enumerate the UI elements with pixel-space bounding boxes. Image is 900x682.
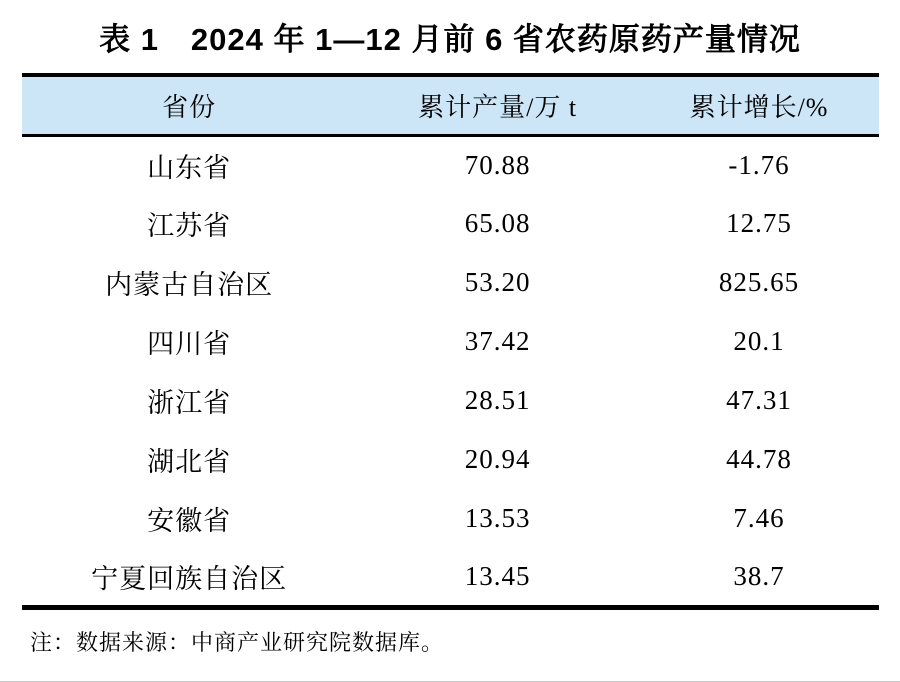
cell-cumulative-growth: 12.75 [726,208,792,238]
table-header [22,75,879,135]
table-row [22,253,879,312]
cell-province: 江苏省 [147,211,232,241]
cell-province: 宁夏回族自治区 [91,563,288,594]
cell-cumulative-growth: -1.76 [728,149,790,180]
cell-province: 四川省 [147,329,232,359]
cell-province: 湖北省 [147,447,232,477]
cell-province: 安徽省 [147,506,232,536]
cell-cumulative-output: 28.51 [464,385,531,415]
table-row [22,371,879,430]
table-row [22,489,879,548]
cell-cumulative-growth: 20.1 [733,326,785,356]
table-row [22,548,879,607]
header-province: 省份 [22,75,356,135]
cell-cumulative-growth: 825.65 [718,267,800,297]
header-cumulative-growth: 累计增长/% [639,75,879,135]
table-body [22,135,879,607]
cell-province: 山东省 [147,152,232,183]
cell-cumulative-output: 53.20 [464,267,531,297]
cell-province: 内蒙古自治区 [105,270,274,300]
table-row [22,430,879,489]
cell-cumulative-output: 13.45 [464,560,531,591]
table-title: 表 1 2024 年 1—12 月前 6 省农药原药产量情况 [99,22,801,57]
cell-cumulative-output: 70.88 [464,149,531,180]
cell-cumulative-output: 65.08 [464,208,531,238]
production-table [22,73,879,610]
header-cumulative-output: 累计产量/万 t [356,75,639,135]
cell-cumulative-output: 20.94 [464,444,531,474]
table-row [22,135,879,194]
source-note: 注：数据来源：中商产业研究院数据库。 [30,629,445,655]
header-row [22,75,879,135]
cell-cumulative-output: 13.53 [464,503,531,533]
table-row [22,312,879,371]
cell-cumulative-growth: 47.31 [726,385,792,415]
table-row [22,194,879,253]
cell-cumulative-growth: 7.46 [733,503,785,533]
table-container [22,73,879,610]
cell-cumulative-growth: 38.7 [733,560,785,591]
cell-cumulative-output: 37.42 [464,326,531,356]
cell-province: 浙江省 [147,388,232,418]
cell-cumulative-growth: 44.78 [726,444,792,474]
